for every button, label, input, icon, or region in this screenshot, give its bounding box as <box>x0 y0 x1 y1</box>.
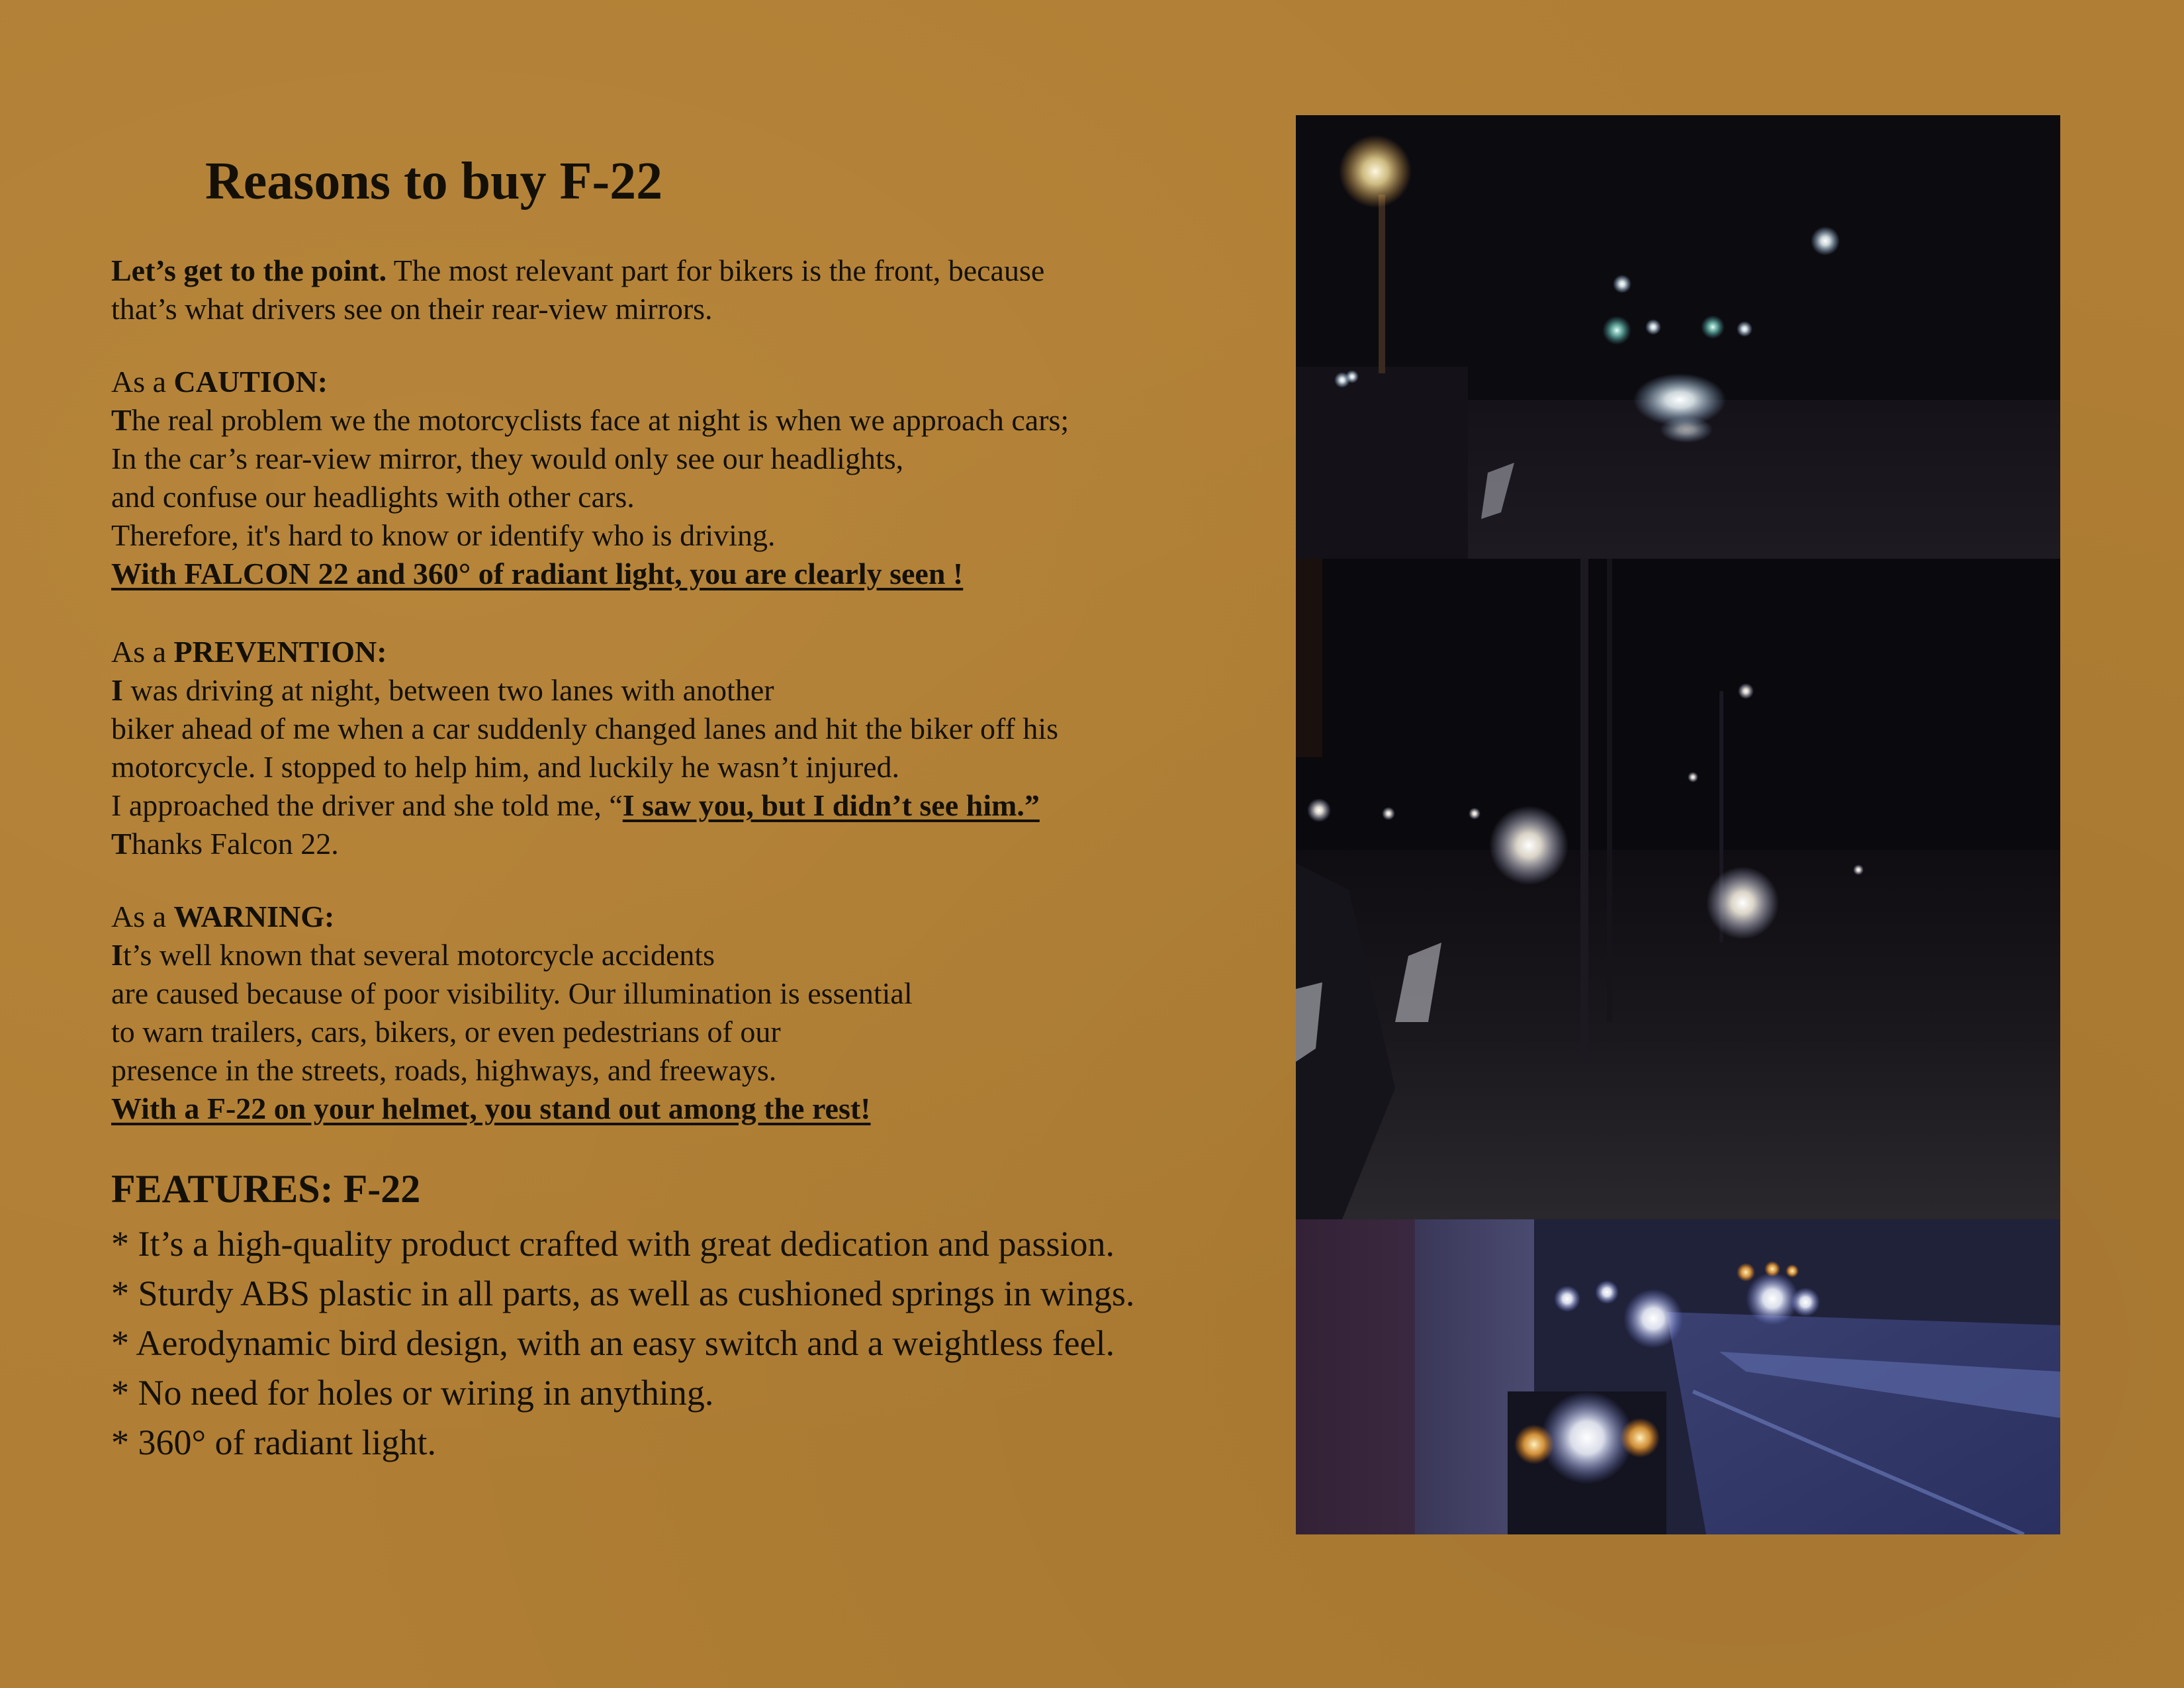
prevention-line-1: was driving at night, between two lanes with another <box>122 673 774 707</box>
night-highway-photo-3-image <box>1296 1219 2060 1534</box>
warning-emphasis: With a F-22 on your helmet, you stand out among the rest! <box>111 1092 871 1125</box>
night-road-photo-2 <box>1296 559 2060 1219</box>
prevention-thanks: hanks Falcon 22. <box>131 827 339 861</box>
intro-text: The most relevant part for bikers is the front, because <box>387 254 1045 287</box>
prevention-section <box>111 633 1276 863</box>
caution-line-4: Therefore, it's hard to know or identify who is driving. <box>111 518 776 552</box>
feature-item: * Sturdy ABS plastic in all parts, as well as cushioned springs in wings. <box>111 1274 1135 1313</box>
night-road-photo-2-image <box>1296 559 2060 1219</box>
feature-item: * 360° of radiant light. <box>111 1423 437 1462</box>
warning-line-4: presence in the streets, roads, highways, and freeways. <box>111 1053 777 1087</box>
features-section <box>111 1164 1276 1468</box>
feature-item: * No need for holes or wiring in anything. <box>111 1373 714 1413</box>
caution-prefix: As a <box>111 365 174 399</box>
prevention-line-4: I approached the driver and she told me, “ <box>111 788 623 822</box>
caution-line-3: and confuse our headlights with other cars. <box>111 480 635 514</box>
warning-heading: WARNING: <box>173 900 335 933</box>
warning-line-3: to warn trailers, cars, bikers, or even pedestrians of our <box>111 1015 781 1049</box>
page-title: Reasons to buy F-22 <box>205 152 663 211</box>
night-street-photo-1-image <box>1296 115 2060 559</box>
caution-section <box>111 363 1276 593</box>
night-street-photo-1 <box>1296 115 2060 559</box>
caution-heading: CAUTION: <box>173 365 328 399</box>
feature-item: * It’s a high-quality product crafted with great dedication and passion. <box>111 1224 1115 1264</box>
photo-column <box>1296 115 2060 1534</box>
caution-line-1: he real problem we the motorcyclists face at night is when we approach cars; <box>131 403 1069 437</box>
prevention-prefix: As a <box>111 635 174 669</box>
warning-section <box>111 898 1276 1128</box>
intro-lead: Let’s get to the point. <box>111 254 387 287</box>
prevention-thanks-first: T <box>111 827 132 861</box>
prevention-heading: PREVENTION: <box>173 635 387 669</box>
feature-item: * Aerodynamic bird design, with an easy switch and a weightless feel. <box>111 1323 1115 1363</box>
prevention-first-letter: I <box>111 673 123 707</box>
prevention-line-2: biker ahead of me when a car suddenly changed lanes and hit the biker off his <box>111 712 1059 745</box>
features-heading: FEATURES: F-22 <box>111 1167 421 1211</box>
warning-line-1: t’s well known that several motorcycle accidents <box>122 938 715 972</box>
intro-line-2: that’s what drivers see on their rear-view mirrors. <box>111 292 713 326</box>
prevention-quote: I saw you, but I didn’t see him.” <box>622 788 1040 822</box>
warning-line-2: are caused because of poor visibility. Our illumination is essential <box>111 976 913 1010</box>
warning-first-letter: I <box>111 938 123 972</box>
intro-paragraph <box>111 252 1276 328</box>
prevention-line-3: motorcycle. I stopped to help him, and luckily he wasn’t injured. <box>111 750 900 784</box>
caution-line-2: In the car’s rear-view mirror, they would only see our headlights, <box>111 442 904 475</box>
caution-first-letter: T <box>111 403 132 437</box>
night-highway-photo-3 <box>1296 1219 2060 1534</box>
warning-prefix: As a <box>111 900 174 933</box>
caution-emphasis: With FALCON 22 and 360° of radiant light, you are clearly seen ! <box>111 557 964 590</box>
